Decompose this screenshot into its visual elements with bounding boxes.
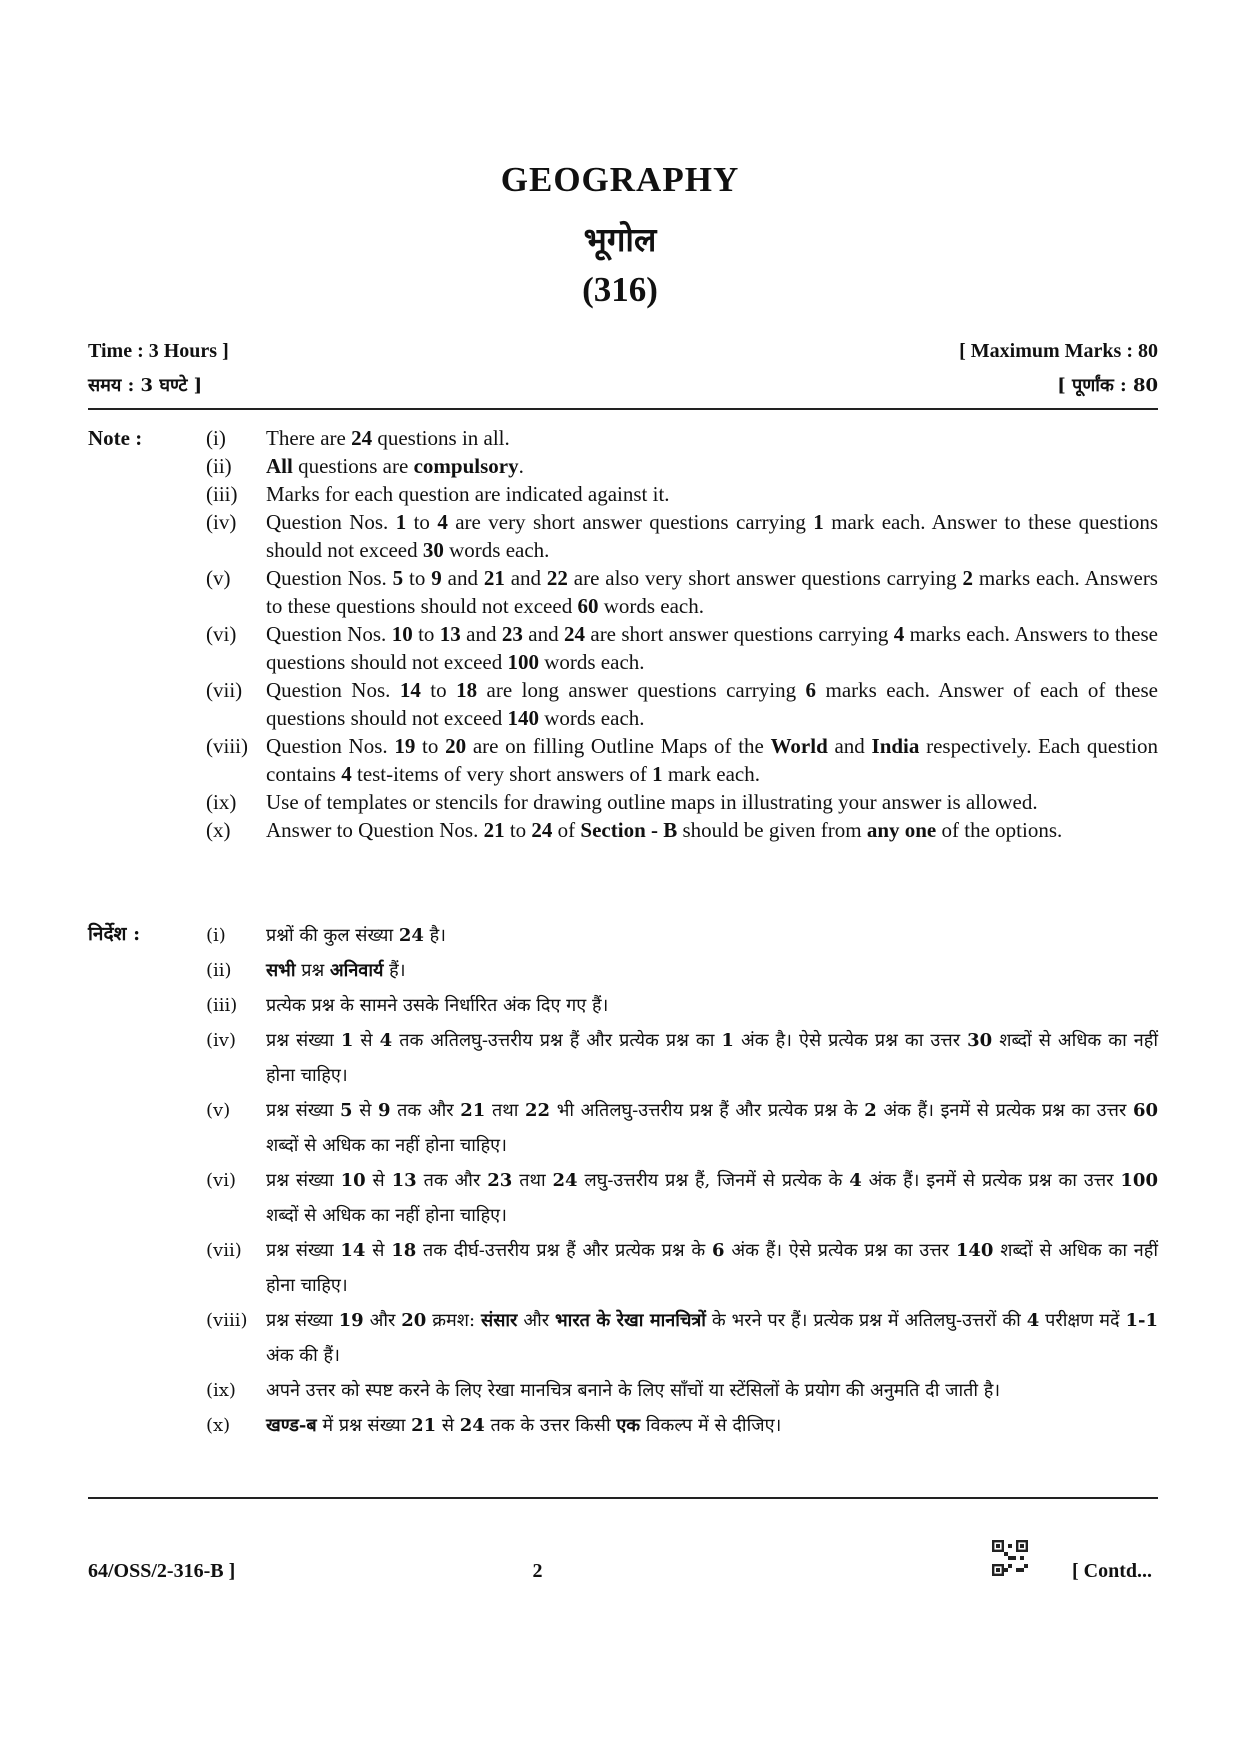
plain-text: परीक्षण मदें [1039, 1310, 1126, 1331]
emphasis-text: 22 [546, 566, 568, 590]
emphasis-text: 19 [338, 1310, 364, 1331]
instruction-text [266, 732, 1158, 788]
emphasis-text: 4 [893, 622, 905, 646]
instruction-item [206, 676, 1158, 732]
emphasis-text: 20 [445, 734, 467, 758]
emphasis-text: 1 [395, 510, 407, 534]
plain-text: में प्रश्न संख्या [316, 1415, 412, 1436]
plain-text: से [365, 1240, 392, 1261]
instruction-item [206, 452, 1158, 480]
plain-text: लघु-उत्तरीय प्रश्न हैं, जिनमें से प्रत्येक के [577, 1170, 850, 1191]
emphasis-text: 9 [377, 1100, 391, 1121]
emphasis-text: 6 [712, 1240, 725, 1261]
emphasis-text: compulsory [413, 454, 519, 478]
qr-code-icon [992, 1540, 1028, 1576]
plain-text: are long answer questions carrying [477, 678, 806, 702]
instructions-list-hindi [206, 918, 1158, 1443]
instruction-item [206, 564, 1158, 620]
plain-text: के भरने पर हैं। प्रत्येक प्रश्न में अतिलघु-उत्तरों की [705, 1310, 1027, 1331]
emphasis-text: 30 [967, 1030, 993, 1051]
plain-text: अंक हैं। इनमें से प्रत्येक प्रश्न का उत्तर [876, 1100, 1133, 1121]
instruction-item [206, 480, 1158, 508]
plain-text: mark each. Answer to these questions should not exceed [266, 510, 1158, 562]
emphasis-text: 2 [962, 566, 973, 590]
plain-text: There are [266, 426, 352, 450]
instruction-item [206, 1373, 1158, 1408]
instruction-text [266, 988, 1158, 1023]
subject-code: (316) [582, 270, 658, 309]
plain-text: and [827, 734, 872, 758]
plain-text: and [504, 566, 547, 590]
instruction-item [206, 816, 1158, 844]
instruction-text [266, 564, 1158, 620]
plain-text: प्रश्न [295, 960, 330, 981]
plain-text: are very short answer questions carrying [447, 510, 814, 534]
emphasis-text: 1 [652, 762, 663, 786]
plain-text: words each. [538, 706, 645, 730]
instruction-text [266, 1373, 1158, 1408]
emphasis-text: खण्ड-ब [266, 1415, 317, 1436]
instruction-text [266, 452, 1158, 480]
emphasis-text: Section - B [580, 818, 678, 842]
plain-text: test-items of very short answers of [351, 762, 653, 786]
instruction-item [206, 1303, 1158, 1373]
instruction-text [266, 1233, 1158, 1303]
instruction-number: (i) [206, 925, 226, 946]
plain-text: are short answer questions carrying [584, 622, 894, 646]
plain-text: and [441, 566, 484, 590]
instruction-number: (v) [206, 1100, 231, 1121]
emphasis-text: India [871, 734, 920, 758]
plain-text: to [412, 622, 440, 646]
instruction-number: (i) [206, 426, 226, 450]
emphasis-text: 140 [507, 706, 539, 730]
plain-text: भी अतिलघु-उत्तरीय प्रश्न हैं और प्रत्येक प्रश्न के [550, 1100, 865, 1121]
plain-text: प्रश्न संख्या [266, 1100, 341, 1121]
note-label-english: Note : [88, 426, 143, 450]
instruction-text [266, 1303, 1158, 1373]
plain-text: words each. [443, 538, 550, 562]
emphasis-text: 23 [487, 1170, 513, 1191]
instruction-item [206, 508, 1158, 564]
emphasis-text: All [266, 454, 293, 478]
emphasis-text: 100 [1120, 1170, 1158, 1191]
emphasis-text: 13 [391, 1170, 417, 1191]
emphasis-text: 60 [577, 594, 599, 618]
plain-text: questions are [292, 454, 414, 478]
instruction-text [266, 1163, 1158, 1233]
emphasis-text: 5 [392, 566, 404, 590]
plain-text: विकल्प में से दीजिए। [640, 1415, 782, 1436]
plain-text: are also very short answer questions carrying [567, 566, 963, 590]
emphasis-text: 1 [813, 510, 824, 534]
instruction-number: (viii) [206, 734, 248, 758]
instruction-item [206, 953, 1158, 988]
plain-text: should be given from [677, 818, 867, 842]
instruction-number: (x) [206, 818, 231, 842]
paper-code: 64/OSS/2-316-B ] [88, 1560, 236, 1582]
emphasis-text: 22 [525, 1100, 551, 1121]
plain-text: Marks for each question are indicated against it. [266, 482, 670, 506]
plain-text: Question Nos. [266, 510, 396, 534]
emphasis-text: 20 [401, 1310, 427, 1331]
plain-text: respectively. Each question contains [266, 734, 1158, 786]
instruction-item [206, 1408, 1158, 1443]
plain-text: words each. [538, 650, 645, 674]
plain-text: से [353, 1030, 380, 1051]
plain-text: अंक की हैं। [266, 1345, 340, 1366]
instruction-item [206, 620, 1158, 676]
instruction-number: (ix) [206, 1380, 236, 1401]
header-divider [88, 408, 1158, 410]
instruction-number: (ii) [206, 454, 232, 478]
instruction-number: (viii) [206, 1310, 248, 1331]
plain-text: to [406, 510, 438, 534]
instruction-text [266, 508, 1158, 564]
instruction-number: (vii) [206, 1240, 242, 1261]
emphasis-text: 21 [460, 1100, 486, 1121]
plain-text: से [436, 1415, 460, 1436]
plain-text: तथा [512, 1170, 553, 1191]
subject-title-english: GEOGRAPHY [500, 160, 740, 199]
emphasis-text: 18 [391, 1240, 417, 1261]
max-marks-label-english: [ Maximum Marks : 80 [959, 340, 1158, 362]
emphasis-text: 10 [391, 622, 413, 646]
emphasis-text: 60 [1132, 1100, 1159, 1121]
plain-text: और [363, 1310, 402, 1331]
plain-text: to [420, 678, 457, 702]
instruction-text [266, 953, 1158, 988]
plain-text: प्रश्नों की कुल संख्या [266, 925, 399, 946]
plain-text: प्रत्येक प्रश्न के सामने उसके निर्धारित अंक दिए गए हैं। [266, 995, 609, 1016]
instruction-text [266, 480, 1158, 508]
instruction-item [206, 918, 1158, 953]
plain-text: प्रश्न संख्या [266, 1030, 341, 1051]
plain-text: प्रश्न संख्या [266, 1170, 341, 1191]
emphasis-text: 9 [431, 566, 442, 590]
emphasis-text: 24 [563, 622, 585, 646]
plain-text: of [552, 818, 581, 842]
plain-text: to [504, 818, 532, 842]
emphasis-text: 4 [379, 1030, 393, 1051]
plain-text: से [365, 1170, 392, 1191]
plain-text: शब्दों से अधिक का नहीं होना चाहिए। [266, 1205, 507, 1226]
instruction-text [266, 620, 1158, 676]
emphasis-text: 21 [411, 1415, 437, 1436]
plain-text: Question Nos. [266, 734, 395, 758]
plain-text: Question Nos. [266, 678, 400, 702]
plain-text: अंक हैं। ऐसे प्रत्येक प्रश्न का उत्तर [724, 1240, 956, 1261]
time-marks-row-english [88, 340, 1158, 363]
instruction-item [206, 988, 1158, 1023]
plain-text: और [517, 1310, 555, 1331]
emphasis-text: अनिवार्य [329, 960, 384, 981]
plain-text: हैं। [383, 960, 406, 981]
plain-text: mark each. [662, 762, 760, 786]
emphasis-text: 1 [340, 1030, 354, 1051]
instruction-number: (x) [206, 1415, 231, 1436]
emphasis-text: 4 [1026, 1310, 1040, 1331]
instruction-text [266, 788, 1158, 816]
emphasis-text: 14 [340, 1240, 366, 1261]
instruction-number: (iii) [206, 995, 238, 1016]
emphasis-text: 140 [955, 1240, 994, 1261]
instruction-number: (ix) [206, 790, 237, 814]
plain-text: अंक हैं। इनमें से प्रत्येक प्रश्न का उत्तर [861, 1170, 1121, 1191]
plain-text: are on filling Outline Maps of the [466, 734, 771, 758]
emphasis-text: 21 [483, 818, 505, 842]
plain-text: to [403, 566, 432, 590]
time-label-english: Time : 3 Hours ] [88, 340, 229, 362]
plain-text: marks each. Answers to these questions should not exceed [266, 566, 1158, 618]
plain-text: questions in all. [372, 426, 510, 450]
emphasis-text: 2 [864, 1100, 877, 1121]
instruction-text [266, 676, 1158, 732]
emphasis-text: 5 [340, 1100, 353, 1121]
plain-text: शब्दों से अधिक का नहीं होना चाहिए। [266, 1030, 1158, 1086]
emphasis-text: एक [616, 1415, 641, 1436]
plain-text: अंक है। ऐसे प्रत्येक प्रश्न का उत्तर [733, 1030, 968, 1051]
plain-text: Question Nos. [266, 566, 393, 590]
note-label-hindi: निर्देश : [88, 923, 141, 945]
instruction-text [266, 1093, 1158, 1163]
instruction-number: (vi) [206, 622, 237, 646]
subject-title-hindi: भूगोल [583, 220, 657, 259]
max-marks-label-hindi: [ पूर्णांक : 80 [1057, 375, 1158, 396]
instruction-item [206, 1093, 1158, 1163]
plain-text: to [415, 734, 446, 758]
plain-text: से [352, 1100, 378, 1121]
plain-text: शब्दों से अधिक का नहीं होना चाहिए। [266, 1240, 1159, 1296]
plain-text: तक और [390, 1100, 461, 1121]
instruction-number: (v) [206, 566, 231, 590]
instruction-item [206, 1023, 1158, 1093]
plain-text: तक और [416, 1170, 488, 1191]
instruction-item [206, 1163, 1158, 1233]
plain-text: क्रमश: [426, 1310, 482, 1331]
emphasis-text: 24 [351, 426, 373, 450]
instruction-number: (iii) [206, 482, 238, 506]
continued-label: [ Contd... [1071, 1560, 1152, 1582]
plain-text: marks each. Answer of each of these questions should not exceed [266, 678, 1158, 730]
emphasis-text: 14 [399, 678, 421, 702]
emphasis-text: 21 [483, 566, 505, 590]
plain-text: प्रश्न संख्या [266, 1240, 341, 1261]
instruction-text [266, 1023, 1158, 1093]
emphasis-text: any one [866, 818, 937, 842]
instruction-text [266, 424, 1158, 452]
emphasis-text: 24 [459, 1415, 485, 1436]
instruction-item [206, 732, 1158, 788]
plain-text: Answer to Question Nos. [266, 818, 484, 842]
emphasis-text: 1 [721, 1030, 734, 1051]
emphasis-text: 23 [501, 622, 523, 646]
plain-text: अपने उत्तर को स्पष्ट करने के लिए रेखा मानचित्र बनाने के लिए साँचों या स्टेंसिलों के प्रयोग की अनुमति दी जाती है। [266, 1380, 1001, 1401]
emphasis-text: 100 [507, 650, 539, 674]
plain-text: है। [423, 925, 447, 946]
emphasis-text: 24 [398, 925, 424, 946]
emphasis-text: संसार [481, 1310, 518, 1331]
instruction-number: (vi) [206, 1170, 236, 1191]
emphasis-text: 10 [340, 1170, 366, 1191]
plain-text: and [522, 622, 564, 646]
emphasis-text: भारत के रेखा मानचित्रों [555, 1310, 706, 1331]
emphasis-text: 19 [394, 734, 416, 758]
emphasis-text: 30 [422, 538, 444, 562]
plain-text: of the options. [936, 818, 1063, 842]
instruction-number: (iv) [206, 510, 237, 534]
emphasis-text: 24 [531, 818, 553, 842]
emphasis-text: सभी [266, 960, 296, 981]
instructions-list-english [206, 424, 1158, 844]
plain-text: . [518, 454, 524, 478]
plain-text: तक दीर्घ-उत्तरीय प्रश्न हैं और प्रत्येक प्रश्न के [416, 1240, 713, 1261]
instruction-text [266, 918, 1158, 953]
plain-text: तक अतिलघु-उत्तरीय प्रश्न हैं और प्रत्येक प्रश्न का [392, 1030, 722, 1051]
instruction-item [206, 788, 1158, 816]
instruction-text [266, 816, 1158, 844]
instruction-item [206, 1233, 1158, 1303]
time-label-hindi: समय : 3 घण्टे ] [88, 375, 203, 396]
instruction-number: (vii) [206, 678, 243, 702]
emphasis-text: 6 [805, 678, 817, 702]
plain-text: शब्दों से अधिक का नहीं होना चाहिए। [266, 1135, 507, 1156]
plain-text: तथा [485, 1100, 526, 1121]
plain-text: तक के उत्तर किसी [484, 1415, 617, 1436]
page-number: 2 [532, 1560, 543, 1582]
footer-divider [88, 1497, 1158, 1499]
time-marks-row-hindi [88, 373, 1158, 397]
instruction-number: (iv) [206, 1030, 236, 1051]
emphasis-text: 4 [849, 1170, 862, 1191]
emphasis-text: 24 [552, 1170, 578, 1191]
plain-text: Use of templates or stencils for drawing outline maps in illustrating your answer is allowed. [266, 790, 1038, 814]
emphasis-text: 1-1 [1125, 1310, 1158, 1331]
instruction-text [266, 1408, 1158, 1443]
emphasis-text: 18 [456, 678, 478, 702]
emphasis-text: 4 [341, 762, 352, 786]
plain-text: marks each. Answers to these questions should not exceed [266, 622, 1158, 674]
emphasis-text: 4 [437, 510, 448, 534]
instruction-item [206, 424, 1158, 452]
plain-text: प्रश्न संख्या [266, 1310, 339, 1331]
emphasis-text: 13 [439, 622, 461, 646]
plain-text: Question Nos. [266, 622, 392, 646]
plain-text: and [460, 622, 502, 646]
plain-text: words each. [598, 594, 704, 618]
instruction-number: (ii) [206, 960, 232, 981]
emphasis-text: World [770, 734, 828, 758]
